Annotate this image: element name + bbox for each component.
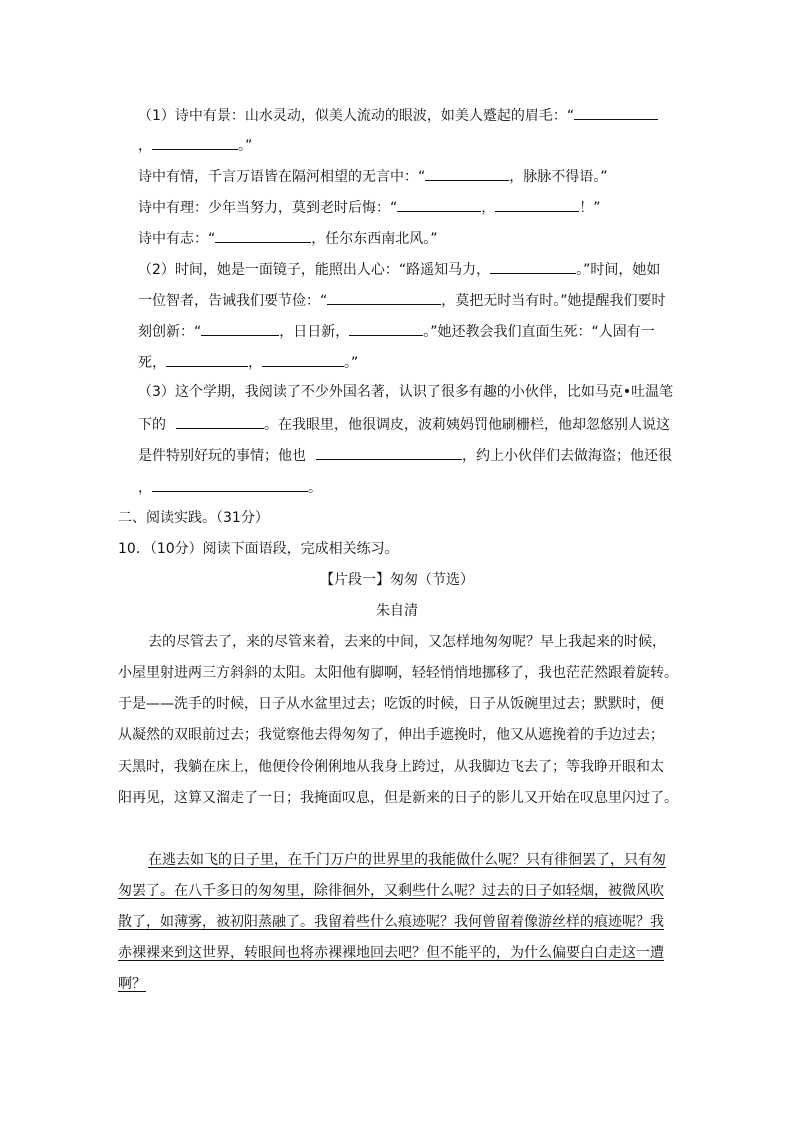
- para1-line: 小屋里射进两三方斜斜的太阳。太阳他有脚啊，轻轻悄悄地挪移了，我也茫茫然跟着旋转。: [118, 665, 678, 681]
- text: 诗中有志：“: [138, 231, 216, 247]
- q9-p2-line4: [138, 351, 358, 373]
- answer-blank[interactable]: [574, 104, 658, 120]
- q9-p3-line2: [138, 413, 670, 435]
- q9-p2-line3: [138, 320, 655, 342]
- answer-blank[interactable]: [349, 320, 423, 336]
- answer-blank[interactable]: [262, 351, 344, 367]
- text: 。”时间，她如: [576, 262, 661, 278]
- text: ，: [481, 200, 496, 216]
- q9-p3-line4: [138, 476, 322, 498]
- answer-blank[interactable]: [166, 351, 248, 367]
- para2-line: 匆罢了。在八千多日的匆匆里，除徘徊外，又剩些什么呢？过去的日子如轻烟，被微风吹: [118, 883, 664, 899]
- text: 。”她还教会我们直面生死：“人固有一: [423, 324, 655, 340]
- answer-blank[interactable]: [397, 196, 481, 212]
- question-stem: 10．（10分）阅读下面语段，完成相关练习。: [118, 541, 399, 557]
- para1-line: 于是——洗手的时候，日子从水盆里过去；吃饭的时候，日子从饭碗里过去；默默时，便: [118, 696, 664, 712]
- para2-line: 啊？: [118, 976, 146, 992]
- text: 是件特别好玩的事情；他也: [138, 448, 306, 464]
- text: 下的: [138, 417, 166, 433]
- q9-p1-line3: [138, 165, 608, 187]
- text: ，莫把无时当有时。”她提醒我们要时: [441, 293, 666, 309]
- q9-p2-line1: [138, 258, 660, 280]
- para2-line: 在逃去如飞的日子里，在千门万户的世界里的我能做什么呢？只有徘徊罢了，只有匆: [148, 852, 666, 868]
- q9-p3-line3: [138, 444, 672, 466]
- text: ！”: [579, 200, 601, 216]
- para1-line: 去的尽管去了，来的尽管来着，去来的中间，又怎样地匆匆呢？早上我起来的时候，: [148, 634, 666, 650]
- text: ，: [138, 138, 152, 154]
- text: ，任尔东西南北风。”: [311, 231, 438, 247]
- text: 。”: [344, 355, 359, 371]
- para1-line: 从凝然的双眼前过去；我觉察他去得匆匆了，伸出手遮挽时，他又从遮挽着的手边过去；: [118, 727, 664, 743]
- q9-p1-line2: [138, 134, 252, 156]
- text: 诗中有情，千言万语皆在隔河相望的无言中：“: [138, 169, 426, 185]
- text: ，约上小伙伴们去做海盗；他还很: [462, 448, 672, 464]
- answer-blank[interactable]: [152, 476, 308, 492]
- answer-blank[interactable]: [425, 165, 509, 181]
- text: ，: [248, 355, 262, 371]
- q9-p3-line1: [138, 382, 673, 402]
- fragment-title: 【片段一】匆匆（节选）: [320, 572, 474, 588]
- q9-p1-line1: [138, 104, 658, 126]
- para1-line: 天黑时，我躺在床上，他便伶伶俐俐地从我身上跨过，从我脚边飞去了；等我睁开眼和太: [118, 759, 664, 775]
- section-title: 二、阅读实践。（31分）: [118, 510, 269, 526]
- text: 。在我眼里，他很调皮，波莉姨妈罚他刷栅栏，他却忽悠别人说这: [264, 417, 670, 433]
- text: 一位智者，告诫我们要节俭：“: [138, 293, 328, 309]
- q9-p1-line1-text: （1）诗中有景：山水灵动，似美人流动的眼波，如美人蹙起的眉毛：“: [138, 108, 575, 124]
- text: 。: [308, 480, 322, 496]
- para2-line: 赤裸裸来到这世界，转眼间也将赤裸裸地回去吧？但不能平的，为什么偏要白白走这一遭: [118, 945, 664, 961]
- answer-blank[interactable]: [215, 227, 311, 243]
- para1-line: 阳再见，这算又溜走了一日；我掩面叹息，但是新来的日子的影儿又开始在叹息里闪过了。: [118, 790, 678, 806]
- text: 刻创新：“: [138, 324, 202, 340]
- author: 朱自清: [376, 603, 418, 619]
- q9-p1-line5: [138, 227, 438, 249]
- q9-p1-line4: [138, 196, 601, 218]
- answer-blank[interactable]: [201, 320, 279, 336]
- answer-blank[interactable]: [176, 413, 264, 429]
- para2-line: 散了，如薄雾，被初阳蒸融了。我留着些什么痕迹呢？我何曾留着像游丝样的痕迹呢？我: [118, 914, 664, 930]
- text: ，: [138, 480, 152, 496]
- answer-blank[interactable]: [327, 289, 441, 305]
- answer-blank[interactable]: [490, 258, 576, 274]
- text: ，日日新，: [279, 324, 350, 340]
- text: 诗中有理：少年当努力，莫到老时后悔：“: [138, 200, 398, 216]
- answer-blank[interactable]: [152, 134, 238, 150]
- text: 。”: [238, 138, 253, 154]
- text: ，脉脉不得语。”: [509, 169, 608, 185]
- q9-p2-line2: [138, 289, 666, 311]
- text: （2）时间，她是一面镜子，能照出人心：“路遥知马力，: [138, 262, 491, 278]
- text: （3）这个学期，我阅读了不少外国名著，认识了很多有趣的小伙伴，比如马克•吐温笔: [138, 384, 674, 400]
- answer-blank[interactable]: [316, 444, 462, 460]
- text: 死，: [138, 355, 166, 371]
- answer-blank[interactable]: [495, 196, 579, 212]
